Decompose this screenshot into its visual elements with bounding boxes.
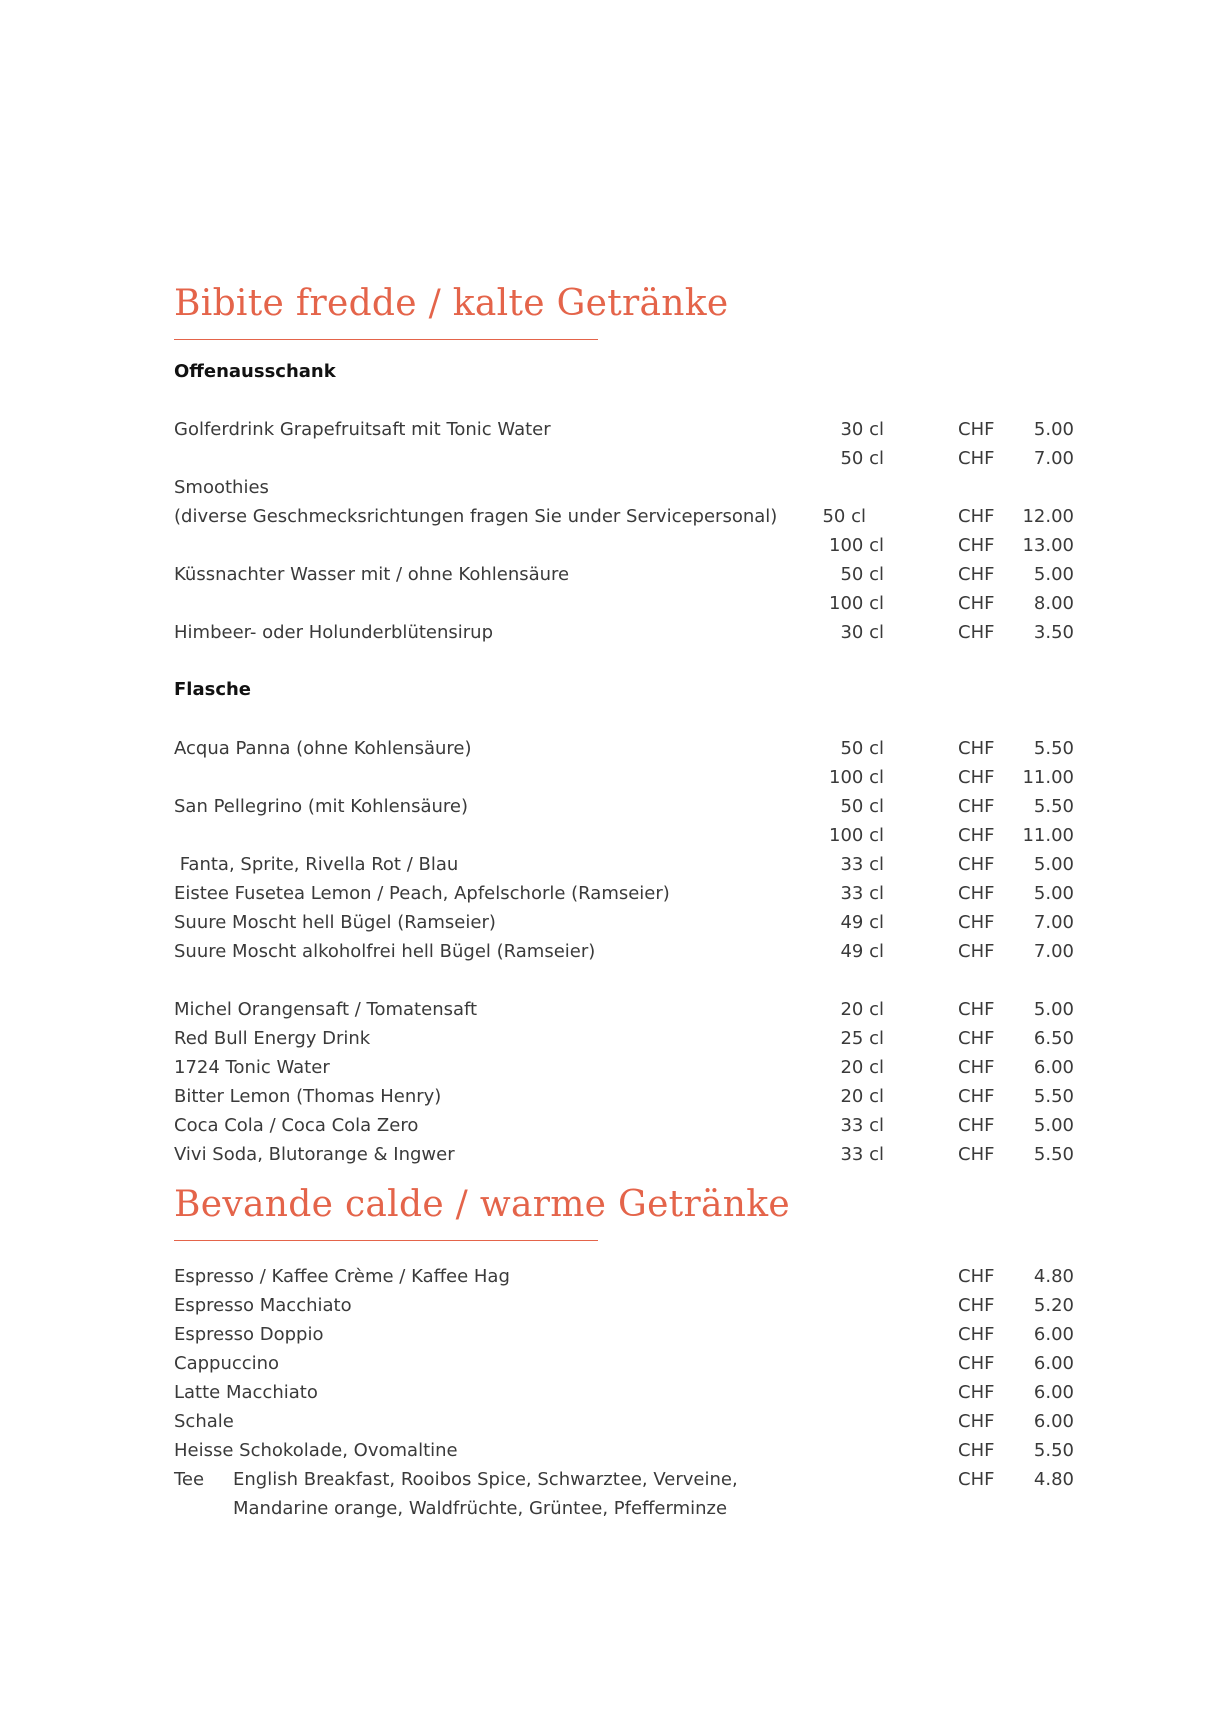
menu-item-row [0, 1053, 1222, 1082]
menu-item-row [0, 1082, 1222, 1111]
item-price: 5.00 [1033, 564, 1074, 585]
bottle-title: Flasche [174, 679, 252, 700]
item-price: 3.50 [1033, 622, 1074, 643]
menu-item-row [0, 1378, 1222, 1407]
menu-item-row [0, 1140, 1222, 1169]
item-price: 5.50 [1033, 1440, 1074, 1461]
item-price: 6.00 [1033, 1324, 1074, 1345]
item-currency: CHF [958, 796, 995, 817]
menu-item-row [0, 1111, 1222, 1140]
menu-item-row [0, 879, 1222, 908]
item-name: 1724 Tonic Water [174, 1057, 330, 1078]
item-name: Coca Cola / Coca Cola Zero [174, 1115, 419, 1136]
item-volume: 50 cl [840, 564, 884, 585]
item-currency: CHF [958, 941, 995, 962]
item-volume: 33 cl [840, 1144, 884, 1165]
item-name: Smoothies [174, 477, 269, 498]
item-currency: CHF [958, 1469, 995, 1490]
item-price: 4.80 [1033, 1266, 1074, 1287]
open-serving-title: Offenausschank [174, 361, 336, 382]
item-name: Vivi Soda, Blutorange & Ingwer [174, 1144, 455, 1165]
item-price: 5.50 [1033, 738, 1074, 759]
item-volume: 33 cl [840, 883, 884, 904]
item-currency: CHF [958, 535, 995, 556]
item-name: Suure Moscht hell Bügel (Ramseier) [174, 912, 496, 933]
menu-item-row [0, 1349, 1222, 1378]
item-currency: CHF [958, 999, 995, 1020]
item-currency: CHF [958, 1086, 995, 1107]
item-currency: CHF [958, 738, 995, 759]
item-price: 5.00 [1033, 1115, 1074, 1136]
item-currency: CHF [958, 825, 995, 846]
item-name: San Pellegrino (mit Kohlensäure) [174, 796, 468, 817]
menu-item-row [0, 415, 1222, 444]
item-name: Espresso Doppio [174, 1324, 324, 1345]
item-price: 7.00 [1033, 448, 1074, 469]
item-name: (diverse Geschmecksrichtungen fragen Sie under Servicepersonal) [174, 506, 778, 527]
item-volume: 30 cl [840, 622, 884, 643]
item-volume: 20 cl [840, 1086, 884, 1107]
item-price: 6.00 [1033, 1353, 1074, 1374]
tea-varieties-line-2: Mandarine orange, Waldfrüchte, Grüntee, Pfefferminze [233, 1498, 728, 1519]
item-name: Acqua Panna (ohne Kohlensäure) [174, 738, 472, 759]
item-currency: CHF [958, 419, 995, 440]
item-currency: CHF [958, 1411, 995, 1432]
tea-label: Tee [174, 1469, 205, 1490]
item-price: 7.00 [1033, 912, 1074, 933]
item-currency: CHF [958, 912, 995, 933]
cold-drinks-heading: Bibite fredde / kalte Getränke [174, 283, 729, 324]
menu-item-row [0, 763, 1222, 792]
menu-item-row [0, 531, 1222, 560]
item-volume: 25 cl [840, 1028, 884, 1049]
item-name: Küssnachter Wasser mit / ohne Kohlensäure [174, 564, 570, 585]
item-name: Latte Macchiato [174, 1382, 318, 1403]
item-currency: CHF [958, 593, 995, 614]
item-volume: 20 cl [840, 999, 884, 1020]
menu-item-row [0, 1291, 1222, 1320]
item-currency: CHF [958, 1028, 995, 1049]
item-name: Michel Orangensaft / Tomatensaft [174, 999, 478, 1020]
item-price: 12.00 [1022, 506, 1074, 527]
item-name: Espresso / Kaffee Crème / Kaffee Hag [174, 1266, 510, 1287]
item-price: 4.80 [1033, 1469, 1074, 1490]
menu-item-row [0, 1407, 1222, 1436]
item-price: 5.20 [1033, 1295, 1074, 1316]
item-volume: 100 cl [829, 825, 884, 846]
item-name: Eistee Fusetea Lemon / Peach, Apfelschorle (Ramseier) [174, 883, 670, 904]
item-volume: 49 cl [840, 912, 884, 933]
tea-row-continued [0, 1494, 1222, 1523]
item-name: Schale [174, 1411, 234, 1432]
menu-item-row [0, 734, 1222, 763]
cold-heading-rule [174, 339, 598, 340]
item-volume: 20 cl [840, 1057, 884, 1078]
item-name: Suure Moscht alkoholfrei hell Bügel (Ramseier) [174, 941, 596, 962]
menu-item-row [0, 589, 1222, 618]
item-name: Red Bull Energy Drink [174, 1028, 371, 1049]
item-volume: 50 cl [822, 506, 866, 527]
item-volume: 50 cl [840, 796, 884, 817]
menu-item-row [0, 502, 1222, 531]
menu-item-row [0, 1436, 1222, 1465]
item-volume: 49 cl [840, 941, 884, 962]
menu-item-row [0, 995, 1222, 1024]
item-currency: CHF [958, 564, 995, 585]
item-name: Cappuccino [174, 1353, 280, 1374]
item-volume: 50 cl [840, 448, 884, 469]
item-currency: CHF [958, 1144, 995, 1165]
menu-item-row [0, 444, 1222, 473]
item-currency: CHF [958, 854, 995, 875]
item-price: 5.00 [1033, 999, 1074, 1020]
menu-item-row [0, 1262, 1222, 1291]
item-volume: 50 cl [840, 738, 884, 759]
item-currency: CHF [958, 506, 995, 527]
menu-item-row [0, 850, 1222, 879]
item-name: Heisse Schokolade, Ovomaltine [174, 1440, 458, 1461]
item-volume: 33 cl [840, 854, 884, 875]
item-price: 7.00 [1033, 941, 1074, 962]
item-name: Himbeer- oder Holunderblütensirup [174, 622, 493, 643]
menu-item-row [0, 792, 1222, 821]
item-volume: 100 cl [829, 593, 884, 614]
item-price: 6.00 [1033, 1057, 1074, 1078]
warm-drinks-heading: Bevande calde / warme Getränke [174, 1184, 790, 1225]
item-volume: 100 cl [829, 767, 884, 788]
item-name: Fanta, Sprite, Rivella Rot / Blau [174, 854, 459, 875]
item-currency: CHF [958, 1266, 995, 1287]
item-price: 5.50 [1033, 1144, 1074, 1165]
item-price: 11.00 [1022, 825, 1074, 846]
item-price: 5.50 [1033, 796, 1074, 817]
item-name: Golferdrink Grapefruitsaft mit Tonic Water [174, 419, 551, 440]
menu-item-row [0, 560, 1222, 589]
menu-item-row [0, 1024, 1222, 1053]
item-volume: 30 cl [840, 419, 884, 440]
item-price: 5.00 [1033, 854, 1074, 875]
menu-item-row [0, 821, 1222, 850]
tea-varieties-line-1: English Breakfast, Rooibos Spice, Schwarztee, Verveine, [233, 1469, 738, 1490]
item-name: Bitter Lemon (Thomas Henry) [174, 1086, 442, 1107]
item-volume: 100 cl [829, 535, 884, 556]
item-currency: CHF [958, 1115, 995, 1136]
item-price: 5.00 [1033, 883, 1074, 904]
item-price: 6.00 [1033, 1382, 1074, 1403]
item-price: 8.00 [1033, 593, 1074, 614]
item-price: 6.50 [1033, 1028, 1074, 1049]
item-price: 5.00 [1033, 419, 1074, 440]
item-volume: 33 cl [840, 1115, 884, 1136]
item-price: 5.50 [1033, 1086, 1074, 1107]
menu-item-row [0, 1320, 1222, 1349]
item-currency: CHF [958, 1382, 995, 1403]
item-price: 13.00 [1022, 535, 1074, 556]
item-currency: CHF [958, 767, 995, 788]
warm-heading-rule [174, 1240, 598, 1241]
menu-item-row [0, 937, 1222, 966]
item-currency: CHF [958, 622, 995, 643]
item-currency: CHF [958, 1353, 995, 1374]
item-currency: CHF [958, 1057, 995, 1078]
menu-item-row [0, 473, 1222, 502]
tea-row [0, 1465, 1222, 1494]
item-currency: CHF [958, 1324, 995, 1345]
menu-item-row [0, 618, 1222, 647]
item-name: Espresso Macchiato [174, 1295, 352, 1316]
menu-item-row [0, 908, 1222, 937]
item-price: 6.00 [1033, 1411, 1074, 1432]
item-currency: CHF [958, 1295, 995, 1316]
item-price: 11.00 [1022, 767, 1074, 788]
item-currency: CHF [958, 883, 995, 904]
item-currency: CHF [958, 1440, 995, 1461]
item-currency: CHF [958, 448, 995, 469]
